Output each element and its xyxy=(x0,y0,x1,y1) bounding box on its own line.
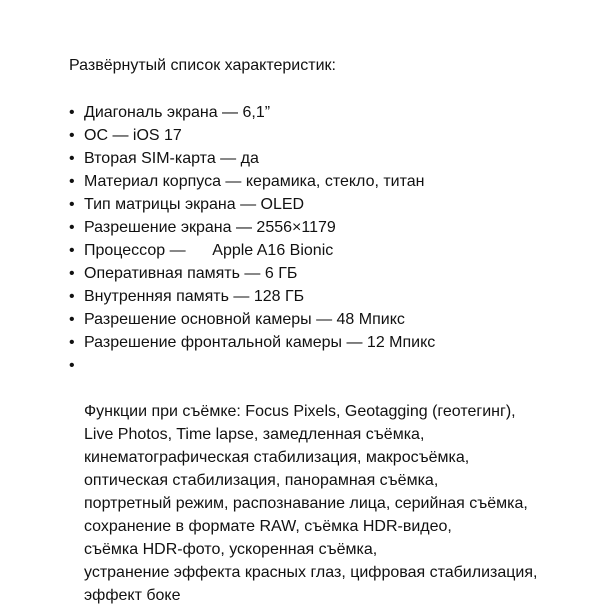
spec-text: Разрешение основной камеры — 48 Мпикс xyxy=(84,311,405,328)
spec-body-material xyxy=(69,170,579,193)
spec-text: Оперативная память — 6 ГБ xyxy=(84,265,298,282)
spec-ram xyxy=(69,262,579,285)
spec-text: Процессор — Apple A16 Bionic xyxy=(84,242,334,259)
spec-text: Функции при съёмке: Focus Pixels, Geotagging (геотегинг), Live Photos, Time lapse, замедленная съёмка, кинематографическая стабилизация, макросъёмка, оптическая стабилизация, панорамная съёмка, портретный режим, распознавание лица, серийная съёмка, сохранение в формате RAW, съёмка HDR-видео, съёмка HDR-фото, ускоренная съёмка, устранение эффекта красных глаз, цифровая стабилизация, эффект боке xyxy=(84,403,538,604)
bullet-icon: • xyxy=(69,219,75,236)
spec-display-diagonal xyxy=(69,101,579,124)
bullet-icon: • xyxy=(69,127,75,144)
bullet-icon: • xyxy=(69,242,75,259)
spec-text: ОС — iOS 17 xyxy=(84,127,182,144)
spec-main-camera xyxy=(69,308,579,331)
spec-text: Разрешение экрана — 2556×1179 xyxy=(84,219,336,236)
bullet-icon: • xyxy=(69,288,75,305)
spec-text: Разрешение фронтальной камеры — 12 Мпикс xyxy=(84,334,436,351)
spec-front-camera xyxy=(69,331,579,354)
bullet-icon: • xyxy=(69,265,75,282)
spec-second-sim xyxy=(69,147,579,170)
bullet-icon: • xyxy=(69,150,75,167)
bullet-icon: • xyxy=(69,311,75,328)
bullet-icon: • xyxy=(69,173,75,190)
specification-list xyxy=(69,101,579,607)
spec-camera-features xyxy=(69,354,579,607)
spec-internal-storage xyxy=(69,285,579,308)
spec-operating-system xyxy=(69,124,579,147)
spec-text: Диагональ экрана — 6,1” xyxy=(84,104,271,121)
bullet-icon: • xyxy=(69,196,75,213)
spec-processor xyxy=(69,239,579,262)
bullet-icon: • xyxy=(69,334,75,351)
spec-text: Материал корпуса — керамика, стекло, титан xyxy=(84,173,425,190)
spec-text: Тип матрицы экрана — OLED xyxy=(84,196,305,213)
bullet-icon: • xyxy=(69,104,75,121)
spec-screen-matrix xyxy=(69,193,579,216)
page-title: Развёрнутый список характеристик: xyxy=(69,57,336,74)
bullet-icon: • xyxy=(69,357,75,374)
spec-text: Вторая SIM-карта — да xyxy=(84,150,259,167)
spec-text: Внутренняя память — 128 ГБ xyxy=(84,288,305,305)
spec-screen-resolution xyxy=(69,216,579,239)
